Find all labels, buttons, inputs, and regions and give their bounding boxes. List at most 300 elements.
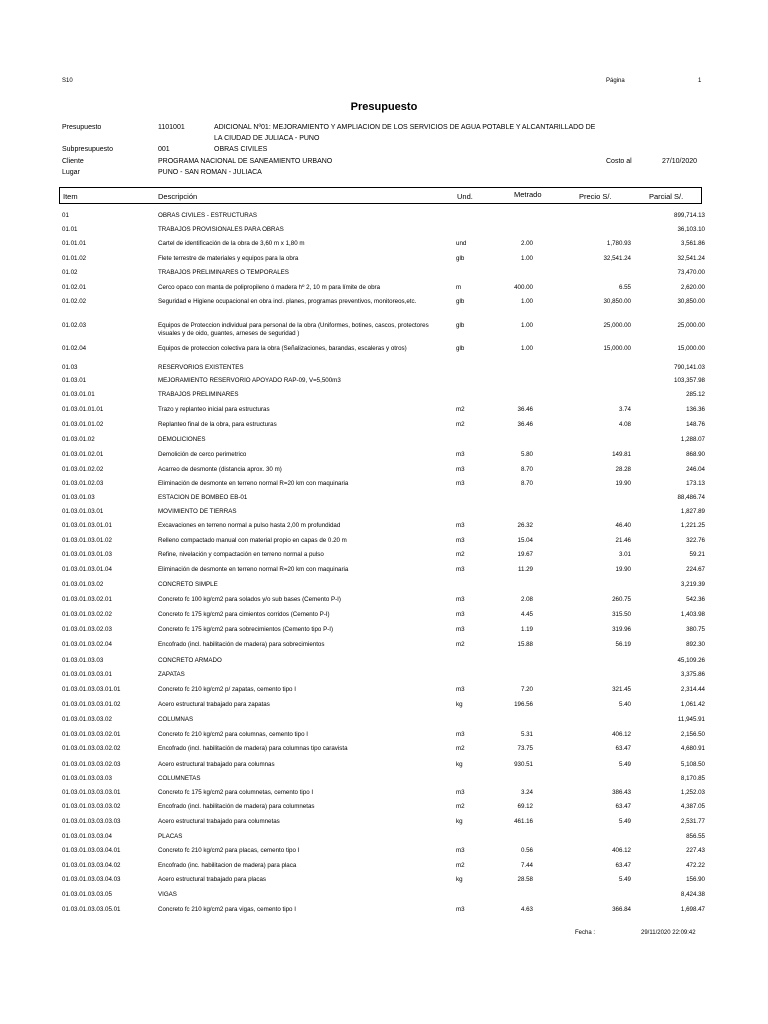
- row-precio: 28.28: [615, 466, 631, 473]
- row-parcial: 73,470.00: [677, 269, 705, 276]
- row-parcial: 3,219.39: [680, 581, 705, 588]
- row-precio: 21.46: [615, 537, 631, 544]
- row-metrado: 461.16: [514, 818, 533, 825]
- row-parcial: 1,061.42: [680, 701, 705, 708]
- row-description: DEMOLICIONES: [158, 436, 206, 443]
- row-parcial: 15,000.00: [677, 345, 705, 352]
- row-metrado: 28.58: [517, 876, 533, 883]
- row-description: Acarreo de desmonte (distancia aprox. 30 m): [158, 466, 282, 473]
- row-metrado: 8.70: [520, 466, 533, 473]
- table-row: [0, 494, 768, 506]
- row-item: 01.03.01.02.01: [62, 451, 104, 458]
- row-precio: 56.19: [615, 641, 631, 648]
- row-metrado: 36.46: [517, 406, 533, 413]
- row-metrado: 2.08: [520, 596, 533, 603]
- row-parcial: 542.36: [686, 596, 705, 603]
- table-row: [0, 377, 768, 389]
- row-description: Concreto fc 210 kg/cm2 p/ zapatas, cemento tipo I: [158, 686, 296, 693]
- row-precio: 149.81: [612, 451, 631, 458]
- table-row: [0, 581, 768, 593]
- table-row: [0, 322, 768, 337]
- row-item: 01.03.01.03.03.03.01: [62, 789, 121, 796]
- row-precio: 5.40: [618, 701, 631, 708]
- row-description: MOVIMIENTO DE TIERRAS: [158, 508, 237, 515]
- row-item: 01.03.01.02.02: [62, 466, 104, 473]
- row-precio: 32,541.24: [603, 255, 631, 262]
- row-parcial: 36,103.10: [677, 226, 705, 233]
- table-row: [0, 789, 768, 801]
- row-unit: m3: [456, 731, 465, 738]
- row-description: Encofrado (incl. habilitación de madera) para columnas tipo caravista: [158, 745, 348, 752]
- row-parcial: 88,486.74: [677, 494, 705, 501]
- row-metrado: 19.67: [517, 551, 533, 558]
- row-unit: m2: [456, 641, 465, 648]
- row-description: TRABAJOS PROVISIONALES PARA OBRAS: [158, 226, 284, 233]
- row-description: CONCRETO ARMADO: [158, 657, 222, 664]
- table-row: [0, 364, 768, 376]
- row-precio: 25,000.00: [603, 322, 631, 329]
- row-metrado: 1.00: [520, 322, 533, 329]
- row-description: Concreto fc 100 kg/cm2 para solados y/o sub bases (Cemento P-I): [158, 596, 341, 603]
- row-description: Demolición de cerco perimetrico: [158, 451, 247, 458]
- row-description: COLUMNAS: [158, 716, 194, 723]
- row-metrado: 69.12: [517, 803, 533, 810]
- row-unit: m3: [456, 451, 465, 458]
- col-precio: Precio S/.: [579, 192, 612, 201]
- row-parcial: 856.55: [686, 833, 705, 840]
- row-parcial: 103,357.98: [674, 377, 705, 384]
- row-parcial: 285.12: [686, 391, 705, 398]
- row-description: Replanteo final de la obra, para estructuras: [158, 421, 277, 428]
- table-header: [59, 187, 702, 204]
- table-row: [0, 686, 768, 698]
- row-metrado: 930.51: [514, 761, 533, 768]
- row-description: RESERVORIOS EXISTENTES: [158, 364, 244, 371]
- subpresupuesto-code: 001: [158, 146, 170, 153]
- row-unit: m3: [456, 847, 465, 854]
- row-item: 01.03.01.03.01.03: [62, 551, 112, 558]
- table-row: [0, 298, 768, 310]
- table-row: [0, 391, 768, 403]
- row-unit: m3: [456, 522, 465, 529]
- table-row: [0, 240, 768, 252]
- row-item: 01.03.01.03.03: [62, 657, 104, 664]
- table-row: [0, 466, 768, 478]
- row-item: 01.03.01.03.03.05.01: [62, 906, 121, 913]
- row-item: 01.03.01.02.03: [62, 480, 104, 487]
- row-parcial: 892.30: [686, 641, 705, 648]
- row-parcial: 45,109.26: [677, 657, 705, 664]
- row-item: 01.03.01.03.02: [62, 581, 104, 588]
- row-metrado: 5.80: [520, 451, 533, 458]
- row-unit: m2: [456, 551, 465, 558]
- row-item: 01.01: [62, 226, 78, 233]
- row-item: 01.03.01.03.02.01: [62, 596, 112, 603]
- table-row: [0, 701, 768, 713]
- row-item: 01.03.01.03.02.02: [62, 611, 112, 618]
- row-unit: m3: [456, 596, 465, 603]
- costo-date: 27/10/2020: [662, 158, 698, 165]
- col-parcial: Parcial S/.: [649, 192, 684, 201]
- row-metrado: 196.56: [514, 701, 533, 708]
- row-unit: glb: [456, 255, 465, 262]
- row-parcial: 868.90: [686, 451, 705, 458]
- table-row: [0, 775, 768, 787]
- row-parcial: 30,850.00: [677, 298, 705, 305]
- row-description: ZAPATAS: [158, 671, 185, 678]
- row-precio: 63.47: [615, 745, 631, 752]
- table-row: [0, 436, 768, 448]
- row-unit: und: [456, 240, 467, 247]
- row-item: 01.03.01.01: [62, 391, 95, 398]
- row-item: 01.02.03: [62, 322, 87, 329]
- row-description: Trazo y replanteo inicial para estructuras: [158, 406, 270, 413]
- table-row: [0, 906, 768, 918]
- table-row: [0, 862, 768, 874]
- row-precio: 19.90: [615, 480, 631, 487]
- row-description: Equipos de Proteccion individual para personal de la obra (Uniformes, botines, cascos, protectores visuales y de oido, guantes, arneses de seguridad ): [158, 322, 429, 337]
- row-unit: m2: [456, 421, 465, 428]
- row-precio: 63.47: [615, 862, 631, 869]
- table-row: [0, 671, 768, 683]
- row-item: 01.03.01.03.03.04.03: [62, 876, 121, 883]
- cliente-value: PROGRAMA NACIONAL DE SANEAMIENTO URBANO: [158, 158, 333, 165]
- row-unit: kg: [456, 761, 463, 768]
- row-item: 01.02.04: [62, 345, 87, 352]
- subpresupuesto-desc: OBRAS CIVILES: [214, 146, 268, 153]
- table-row: [0, 626, 768, 638]
- row-item: 01.03.01.03.02.04: [62, 641, 112, 648]
- row-precio: 386.43: [612, 789, 631, 796]
- table-row: [0, 421, 768, 433]
- row-metrado: 15.88: [517, 641, 533, 648]
- row-item: 01.03.01.03.03.03.03: [62, 818, 121, 825]
- row-parcial: 1,403.98: [680, 611, 705, 618]
- table-row: [0, 641, 768, 653]
- row-description: OBRAS CIVILES - ESTRUCTURAS: [158, 212, 258, 219]
- row-description: CONCRETO SIMPLE: [158, 581, 218, 588]
- row-description: Equipos de proteccion colectiva para la obra (Señalizaciones, barandas, escaleras y otros): [158, 345, 407, 352]
- row-description: VIGAS: [158, 891, 177, 898]
- row-item: 01.03.01.03.03.05: [62, 891, 112, 898]
- row-parcial: 1,221.25: [680, 522, 705, 529]
- row-description: Concreto fc 175 kg/cm2 para columnetas, cemento tipo I: [158, 789, 314, 796]
- row-item: 01.03.01.03: [62, 494, 95, 501]
- table-row: [0, 761, 768, 773]
- row-parcial: 1,827.89: [680, 508, 705, 515]
- row-description: MEJORAMIENTO RESERVORIO APOYADO RAP-09, V=5,500m3: [158, 377, 341, 384]
- row-parcial: 59.21: [689, 551, 705, 558]
- row-description: Eliminación de desmonte en terreno normal R=20 km con maquinaria: [158, 480, 349, 487]
- row-metrado: 400.00: [514, 284, 533, 291]
- row-item: 01.03.01.03.03.04: [62, 833, 112, 840]
- row-parcial: 224.67: [686, 566, 705, 573]
- row-parcial: 11,945.91: [677, 716, 705, 723]
- row-parcial: 227.43: [686, 847, 705, 854]
- row-unit: m3: [456, 906, 465, 913]
- row-item: 01.02.01: [62, 284, 87, 291]
- table-row: [0, 226, 768, 238]
- row-unit: kg: [456, 876, 463, 883]
- row-item: 01.03.01.03.01: [62, 508, 104, 515]
- row-parcial: 1,698.47: [680, 906, 705, 913]
- row-parcial: 3,561.86: [680, 240, 705, 247]
- row-precio: 406.12: [612, 731, 631, 738]
- subpresupuesto-label: Subpresupuesto: [62, 146, 113, 153]
- row-item: 01.03.01.03.03.01: [62, 671, 112, 678]
- row-description: ESTACION DE BOMBEO EB-01: [158, 494, 248, 501]
- table-row: [0, 537, 768, 549]
- row-parcial: 32,541.24: [677, 255, 705, 262]
- row-parcial: 472.22: [686, 862, 705, 869]
- row-unit: glb: [456, 322, 465, 329]
- row-unit: m3: [456, 566, 465, 573]
- row-precio: 406.12: [612, 847, 631, 854]
- row-description: Concreto fc 210 kg/cm2 para columnas, cemento tipo I: [158, 731, 308, 738]
- row-parcial: 4,680.91: [680, 745, 705, 752]
- row-precio: 260.75: [612, 596, 631, 603]
- row-parcial: 148.76: [686, 421, 705, 428]
- table-row: [0, 818, 768, 830]
- row-precio: 3.01: [618, 551, 631, 558]
- table-row: [0, 269, 768, 281]
- row-item: 01.03.01.03.01.02: [62, 537, 112, 544]
- row-metrado: 8.70: [520, 480, 533, 487]
- row-parcial: 899,714.13: [674, 212, 705, 219]
- row-item: 01.03.01.01.02: [62, 421, 104, 428]
- row-unit: m3: [456, 789, 465, 796]
- row-item: 01.03.01.03.03.02: [62, 716, 112, 723]
- row-item: 01.03.01.03.03.03: [62, 775, 112, 782]
- table-row: [0, 508, 768, 520]
- row-item: 01.02.02: [62, 298, 87, 305]
- row-precio: 5.49: [618, 761, 631, 768]
- row-description: Flete terrestre de materiales y equipos para la obra: [158, 255, 299, 262]
- row-metrado: 36.46: [517, 421, 533, 428]
- row-unit: kg: [456, 701, 463, 708]
- costo-label: Costo al: [606, 158, 632, 165]
- row-metrado: 3.24: [520, 789, 533, 796]
- row-precio: 321.45: [612, 686, 631, 693]
- row-description: COLUMNETAS: [158, 775, 201, 782]
- row-metrado: 1.00: [520, 298, 533, 305]
- row-description: Concreto fc 210 kg/cm2 para placas, cemento tipo I: [158, 847, 300, 854]
- row-precio: 319.96: [612, 626, 631, 633]
- row-item: 01.03.01.02: [62, 436, 95, 443]
- row-item: 01.03.01.03.01.01: [62, 522, 112, 529]
- cliente-label: Cliente: [62, 158, 84, 165]
- row-precio: 4.08: [618, 421, 631, 428]
- row-item: 01.03.01.03.03.04.02: [62, 862, 121, 869]
- row-precio: 366.84: [612, 906, 631, 913]
- row-description: PLACAS: [158, 833, 183, 840]
- row-parcial: 2,620.00: [680, 284, 705, 291]
- row-item: 01.03.01: [62, 377, 87, 384]
- row-metrado: 15.04: [517, 537, 533, 544]
- row-parcial: 322.76: [686, 537, 705, 544]
- row-metrado: 1.00: [520, 255, 533, 262]
- row-precio: 1,780.93: [606, 240, 631, 247]
- table-row: [0, 876, 768, 888]
- row-parcial: 3,375.86: [680, 671, 705, 678]
- table-row: [0, 255, 768, 267]
- table-row: [0, 522, 768, 534]
- table-row: [0, 657, 768, 669]
- row-metrado: 7.20: [520, 686, 533, 693]
- row-metrado: 4.45: [520, 611, 533, 618]
- lugar-value: PUNO - SAN ROMAN - JULIACA: [158, 169, 262, 176]
- page-number: 1: [698, 78, 702, 84]
- row-description: Acero estructural trabajado para columnetas: [158, 818, 280, 825]
- table-row: [0, 566, 768, 578]
- row-unit: m3: [456, 466, 465, 473]
- row-parcial: 5,108.50: [680, 761, 705, 768]
- row-description: Relleno compactado manual con material propio en capas de 0.20 m: [158, 537, 347, 544]
- page-title: Presupuesto: [350, 101, 418, 113]
- row-description: Acero estructural trabajado para placas: [158, 876, 266, 883]
- row-item: 01.03.01.03.02.03: [62, 626, 112, 633]
- row-item: 01.02: [62, 269, 78, 276]
- table-row: [0, 551, 768, 563]
- row-parcial: 173.13: [686, 480, 705, 487]
- row-unit: m3: [456, 611, 465, 618]
- presupuesto-desc-1: ADICIONAL Nº01: MEJORAMIENTO Y AMPLIACION DE LOS SERVICIOS DE AGUA POTABLE Y ALCANTARILLADO DE: [214, 124, 596, 131]
- row-unit: m3: [456, 480, 465, 487]
- row-parcial: 156.90: [686, 876, 705, 883]
- row-metrado: 26.32: [517, 522, 533, 529]
- row-precio: 63.47: [615, 803, 631, 810]
- presupuesto-label: Presupuesto: [62, 124, 102, 131]
- col-metrado: Metrado: [514, 190, 542, 199]
- row-precio: 15,000.00: [603, 345, 631, 352]
- row-metrado: 5.31: [520, 731, 533, 738]
- row-precio: 5.49: [618, 876, 631, 883]
- row-description: Excavaciones en terreno normal a pulso hasta 2,00 m profundidad: [158, 522, 341, 529]
- row-unit: glb: [456, 298, 465, 305]
- row-unit: m3: [456, 626, 465, 633]
- row-parcial: 4,387.05: [680, 803, 705, 810]
- row-parcial: 380.75: [686, 626, 705, 633]
- presupuesto-desc-2: LA CIUDAD DE JULIACA - PUNO: [214, 135, 320, 142]
- row-precio: 5.49: [618, 818, 631, 825]
- row-item: 01.01.01: [62, 240, 87, 247]
- row-metrado: 1.00: [520, 345, 533, 352]
- row-parcial: 790,141.03: [674, 364, 705, 371]
- row-item: 01.03: [62, 364, 78, 371]
- page-label: Página: [606, 78, 625, 84]
- row-precio: 315.50: [612, 611, 631, 618]
- table-row: [0, 611, 768, 623]
- row-metrado: 1.19: [520, 626, 533, 633]
- row-item: 01.03.01.03.03.02.02: [62, 745, 121, 752]
- row-unit: m2: [456, 745, 465, 752]
- fecha-value: 29/11/2020 22:09:42: [641, 930, 696, 936]
- row-description: TRABAJOS PRELIMINARES O TEMPORALES: [158, 269, 289, 276]
- table-row: [0, 406, 768, 418]
- row-description: Refine, nivelación y compactación en terreno normal a pulso: [158, 551, 324, 558]
- row-unit: m3: [456, 537, 465, 544]
- lugar-label: Lugar: [62, 169, 80, 176]
- row-metrado: 11.29: [517, 566, 533, 573]
- row-description: Concreto fc 210 kg/cm2 para vigas, cemento tipo I: [158, 906, 296, 913]
- row-description: Cartel de identificación de la obra de 3,60 m x 1,80 m: [158, 240, 305, 247]
- row-unit: m2: [456, 862, 465, 869]
- row-item: 01.01.02: [62, 255, 87, 262]
- row-metrado: 0.56: [520, 847, 533, 854]
- row-item: 01.03.01.03.03.04.01: [62, 847, 121, 854]
- row-description: Acero estructural trabajado para columnas: [158, 761, 275, 768]
- table-row: [0, 731, 768, 743]
- row-description: Acero estructural trabajado para zapatas: [158, 701, 270, 708]
- row-item: 01.03.01.03.01.04: [62, 566, 112, 573]
- fecha-label: Fecha :: [575, 930, 596, 936]
- row-parcial: 8,170.85: [680, 775, 705, 782]
- row-parcial: 8,424.38: [680, 891, 705, 898]
- row-description: TRABAJOS PRELIMINARES: [158, 391, 239, 398]
- row-precio: 30,850.00: [603, 298, 631, 305]
- row-item: 01.03.01.01.01: [62, 406, 104, 413]
- row-unit: glb: [456, 345, 465, 352]
- col-desc: Descripción: [158, 192, 198, 201]
- row-parcial: 2,314.44: [680, 686, 705, 693]
- row-description: Concreto fc 175 kg/cm2 para sobrecimientos (Cemento tipo P-I): [158, 626, 334, 633]
- table-row: [0, 212, 768, 224]
- row-unit: m: [456, 284, 462, 291]
- row-parcial: 246.04: [686, 466, 705, 473]
- col-und: Und.: [457, 192, 473, 201]
- row-unit: m3: [456, 686, 465, 693]
- row-unit: m2: [456, 803, 465, 810]
- row-item: 01.03.01.03.03.02.01: [62, 731, 121, 738]
- s10-label: S10: [62, 78, 73, 84]
- row-item: 01: [62, 212, 69, 219]
- row-item: 01.03.01.03.03.02.03: [62, 761, 121, 768]
- row-parcial: 25,000.00: [677, 322, 705, 329]
- table-row: [0, 847, 768, 859]
- row-description: Seguridad e Higiene ocupacional en obra incl. planes, programas preventivos, monitoreos,etc.: [158, 298, 417, 305]
- row-parcial: 2,156.50: [680, 731, 705, 738]
- table-row: [0, 891, 768, 903]
- table-row: [0, 803, 768, 815]
- table-row: [0, 716, 768, 728]
- row-precio: 19.90: [615, 566, 631, 573]
- row-parcial: 136.36: [686, 406, 705, 413]
- row-unit: m2: [456, 406, 465, 413]
- row-item: 01.03.01.03.03.03.02: [62, 803, 121, 810]
- table-row: [0, 833, 768, 845]
- row-metrado: 7.44: [520, 862, 533, 869]
- presupuesto-code: 1101001: [158, 124, 185, 131]
- row-precio: 6.55: [618, 284, 631, 291]
- row-item: 01.03.01.03.03.01.01: [62, 686, 121, 693]
- row-precio: 46.40: [615, 522, 631, 529]
- col-item: Item: [63, 192, 78, 201]
- table-row: [0, 480, 768, 492]
- row-unit: kg: [456, 818, 463, 825]
- row-description: Cerco opaco con manta de polipropileno ó madera hº 2, 10 m para límite de obra: [158, 284, 381, 291]
- row-description: Eliminación de desmonte en terreno normal R=20 km con maquinaria: [158, 566, 349, 573]
- row-description: Encofrado (incl. habilitación de madera) para sobrecimientos: [158, 641, 325, 648]
- table-row: [0, 451, 768, 463]
- row-parcial: 1,252.03: [680, 789, 705, 796]
- row-parcial: 2,531.77: [680, 818, 705, 825]
- row-metrado: 73.75: [517, 745, 533, 752]
- table-row: [0, 745, 768, 757]
- row-description: Encofrado (inc. habilitacion de madera) para placa: [158, 862, 297, 869]
- table-row: [0, 345, 768, 357]
- row-metrado: 4.63: [520, 906, 533, 913]
- table-row: [0, 596, 768, 608]
